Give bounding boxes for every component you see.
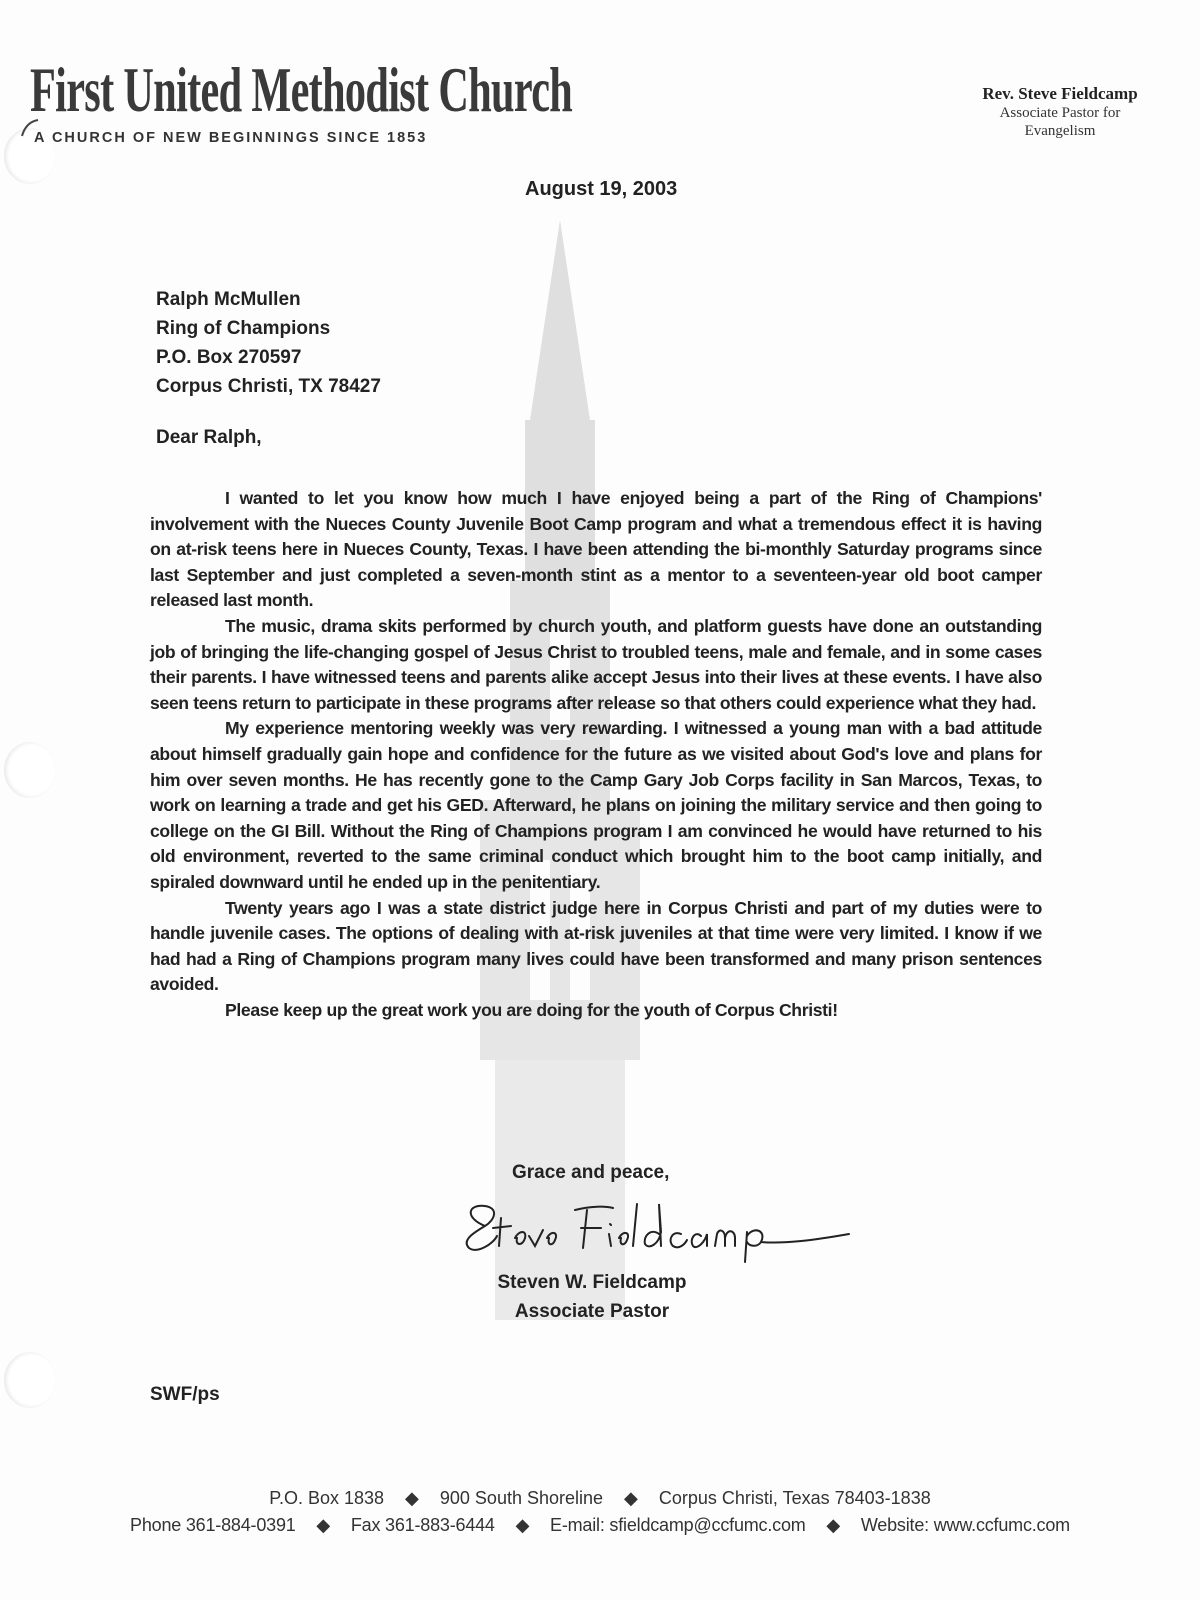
footer-phone: Phone 361-884-0391 (130, 1515, 296, 1535)
reference-initials: SWF/ps (150, 1384, 220, 1405)
signer-name: Steven W. Fieldcamp (497, 1272, 687, 1293)
punch-hole (4, 742, 56, 798)
letter-date: August 19, 2003 (525, 178, 678, 200)
signer-block (480, 1268, 704, 1326)
church-name-logo: First United Methodist Church (30, 54, 573, 125)
recipient-address (156, 285, 381, 401)
footer-street: 900 South Shoreline (439, 1488, 604, 1508)
paragraph: The music, drama skits performed by church youth, and platform guests have done an outstanding job of bringing the life-changing gospel of Jesus Christ to troubled teens, male and female, and in some cases their parents. I have witnessed teens and parents alike accept Jesus into their lives at these events. I have also seen teens return to participate in these programs after release so that others could experience what they had. (150, 615, 1042, 713)
handwritten-signature (455, 1196, 875, 1266)
salutation: Dear Ralph, (156, 427, 262, 448)
paragraph: Twenty years ago I was a state district judge here in Corpus Christi and part of my duties were to handle juvenile cases. The options of dealing with at-risk juveniles at that time were very limited. I know if we had had a Ring of Champions program many lives could have been transformed and many prison sentences avoided. (150, 897, 1042, 995)
footer-website: Website: www.ccfumc.com (860, 1515, 1070, 1535)
church-tagline: A CHURCH OF NEW BEGINNINGS SINCE 1853 (34, 130, 428, 146)
letter-body (150, 486, 1042, 1023)
diamond-bullet-icon: ◆ (624, 1488, 638, 1508)
paragraph: I wanted to let you know how much I have enjoyed being a part of the Ring of Champions' involvement with the Nueces County Juvenile Boot Camp program and what a tremendous effect it is having on at-risk teens here in Nueces County, Texas. I have been attending the bi-monthly Saturday programs since last September and just completed a seven-month stint as a mentor to a seventeen-year old boot camper released last month. (150, 488, 1042, 611)
recipient-organization: Ring of Champions (156, 318, 331, 339)
footer-fax: Fax 361-883-6444 (350, 1515, 495, 1535)
diamond-bullet-icon: ◆ (405, 1488, 419, 1508)
footer-contact (0, 1515, 1200, 1536)
punch-hole (4, 1352, 56, 1408)
pastor-title-line2: Evangelism (1024, 123, 1096, 140)
footer-city: Corpus Christi, Texas 78403-1838 (658, 1488, 931, 1508)
diamond-bullet-icon: ◆ (316, 1515, 331, 1535)
footer-email: E-mail: sfieldcamp@ccfumc.com (550, 1515, 806, 1535)
paragraph: Please keep up the great work you are doing for the youth of Corpus Christi! (225, 999, 838, 1020)
pastor-name: Rev. Steve Fieldcamp (982, 84, 1138, 103)
signer-title: Associate Pastor (514, 1301, 670, 1322)
recipient-po-box: P.O. Box 270597 (156, 347, 302, 368)
footer-po-box: P.O. Box 1838 (269, 1488, 385, 1508)
recipient-name: Ralph McMullen (156, 289, 301, 310)
recipient-city: Corpus Christi, TX 78427 (156, 376, 381, 397)
closing: Grace and peace, (512, 1162, 670, 1183)
diamond-bullet-icon: ◆ (515, 1515, 530, 1535)
pastor-title-line1: Associate Pastor for (999, 105, 1121, 122)
pastor-header (940, 84, 1180, 140)
paragraph: My experience mentoring weekly was very rewarding. I witnessed a young man with a bad attitude about himself gradually gain hope and confidence for the future as we visited about God's love and plans for him over seven months. He has recently gone to the Camp Gary Job Corps facility in San Marcos, Texas, to work on learning a trade and get his GED. Afterward, he plans on joining the military service and then going to college on the GI Bill. Without the Ring of Champions program I am convinced he would have returned to his old environment, reverted to the same criminal conduct which brought him to the boot camp initially, and spiraled downward until he ended up in the penitentiary. (150, 718, 1042, 892)
diamond-bullet-icon: ◆ (826, 1515, 841, 1535)
footer-address (0, 1488, 1200, 1509)
